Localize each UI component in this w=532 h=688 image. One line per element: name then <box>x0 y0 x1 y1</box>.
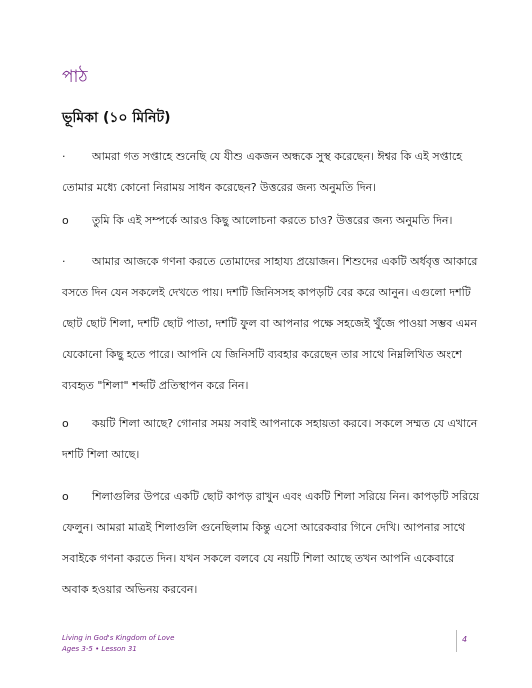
paragraph-3 <box>62 246 482 401</box>
paragraph-text: শিলাগুলির উপরে একটি ছোট কাপড় রাখুন এবং একটি শিলা সরিয়ে নিন। কাপড়টি সরিয়ে ফেলুন। আমরা মাত্রই শিলাগুলি গুনেছিলাম কিন্তু এসো আরেকবার গিনে দেখি। আপনার সাথে সবাইকে গণনা করতে দিন। যখন সকলে বলবে যে নয়টি শিলা আছে তখন আপনি একেবারে অবাক হওয়ার অভিনয় করবেন। <box>62 490 480 596</box>
bullet-marker: o <box>62 214 69 227</box>
subsection-heading: ভূমিকা (১০ মিনিট) <box>62 110 171 126</box>
bullet-marker: o <box>62 417 69 430</box>
footer-series-info <box>62 633 174 655</box>
footer-lesson-info: Ages 3-5 • Lesson 31 <box>62 645 137 653</box>
paragraph-2 <box>62 205 482 236</box>
paragraph-5 <box>62 481 482 605</box>
paragraph-4 <box>62 408 482 470</box>
paragraph-text: আমার আজকে গণনা করতে তোমাদের সাহায্য প্রয়োজন। শিশুদের একটি অর্ধবৃত্ত আকারে বসতে দিন যেন সকলেই দেখতে পায়। দশটি জিনিসসহ কাপড়টি বের করে আনুন। এগুলো দশটি ছোট ছোট শিলা, দশটি ছোট পাতা, দশটি ফুল বা আপনার পক্ষে সহজেই খুঁজে পাওয়া সম্ভব এমন যেকোনো কিছু হতে পারে। আপনি যে জিনিসটি ব্যবহার করেছেন তার সাথে নিম্নলিখিত অংশে ব্যবহৃত "শিলা" শব্দটি প্রতিস্থাপন করে নিন। <box>62 255 478 392</box>
bullet-marker: · <box>62 255 66 268</box>
paragraph-text: আমরা গত সপ্তাহে শুনেছি যে যীশু একজন অন্ধকে সুস্থ করেছেন। ঈশ্বর কি এই সপ্তাহে তোমার মধ্যে কোনো নিরাময় সাধন করেছেন? উত্তরের জন্য অনুমতি দিন। <box>62 150 463 194</box>
section-heading: পাঠ <box>62 67 88 87</box>
footer-divider <box>456 630 457 652</box>
page-number: 4 <box>462 635 468 644</box>
footer-series-title: Living in God's Kingdom of Love <box>62 634 175 642</box>
bullet-marker: · <box>62 150 66 163</box>
paragraph-text: কয়টি শিলা আছে? গোনার সময় সবাই আপনাকে সহায়তা করবে। সকলে সম্মত যে এখানে দশটি শিলা আছে। <box>62 417 478 461</box>
paragraph-1 <box>62 141 482 203</box>
paragraph-text: তুমি কি এই সম্পর্কে আরও কিছু আলোচনা করতে চাও? উত্তরের জন্য অনুমতি দিন। <box>92 214 453 227</box>
bullet-marker: o <box>62 490 69 503</box>
